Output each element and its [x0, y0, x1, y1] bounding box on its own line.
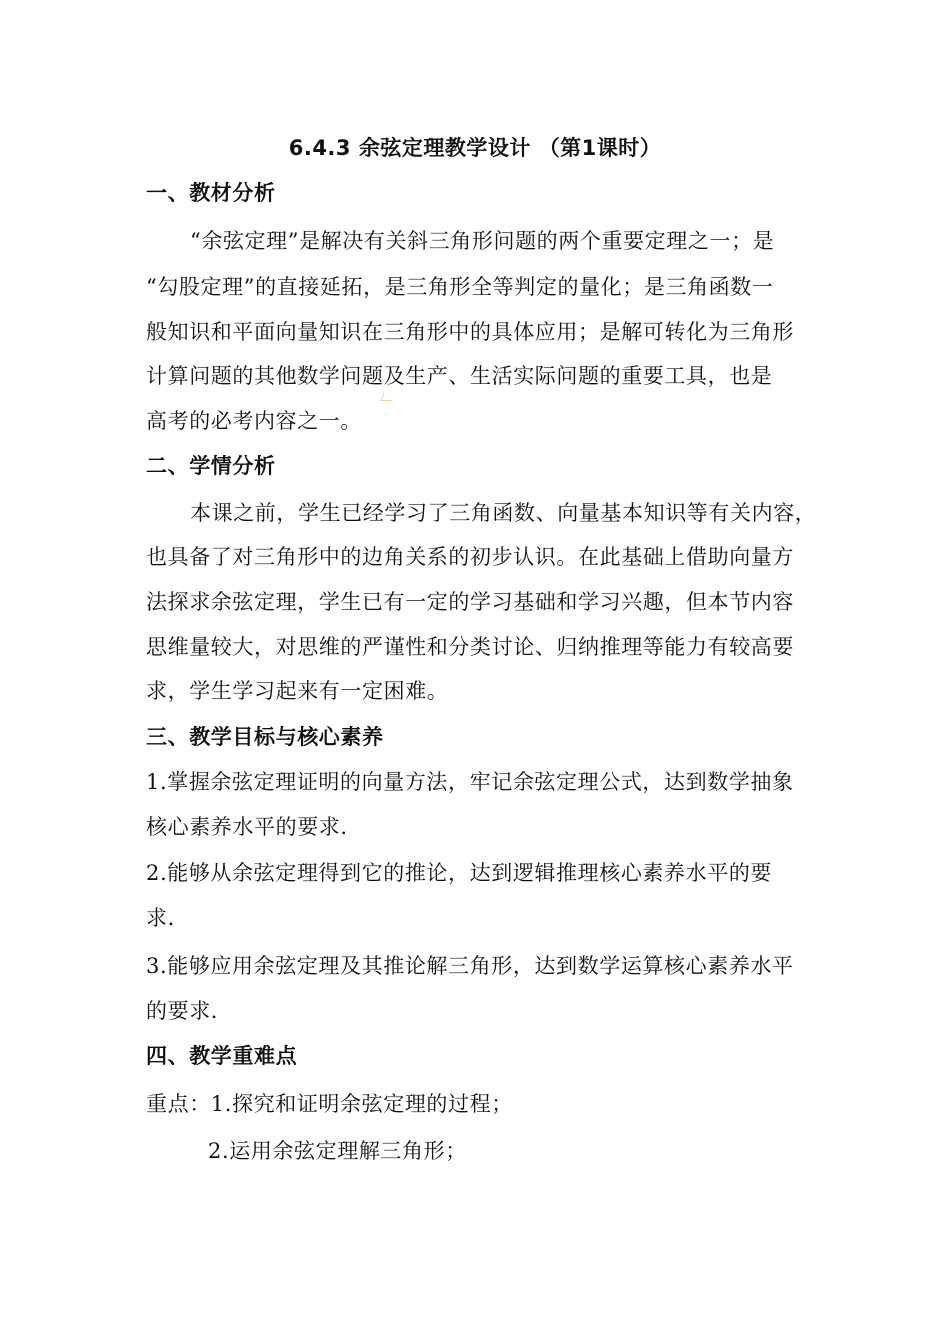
paragraph-line: 高考的必考内容之一。 — [146, 409, 362, 433]
paragraph-line: 法探求余弦定理，学生已有一定的学习基础和学习兴趣，但本节内容 — [146, 590, 794, 614]
paragraph-line: 思维量较大，对思维的严谨性和分类讨论、归纳推理等能力有较高要 — [146, 635, 794, 659]
goal-line: 核心素养水平的要求. — [146, 815, 348, 839]
goal-line: 3.能够应用余弦定理及其推论解三角形，达到数学运算核心素养水平 — [146, 954, 794, 978]
paragraph-line: 也具备了对三角形中的边角关系的初步认识。在此基础上借助向量方 — [146, 545, 794, 569]
goal-line: 求. — [146, 906, 175, 930]
section-heading-textbook-analysis: 一、教材分析 — [146, 181, 276, 205]
goal-line: 1.掌握余弦定理证明的向量方法，牢记余弦定理公式，达到数学抽象 — [146, 770, 794, 794]
paragraph-line: 本课之前，学生已经学习了三角函数、向量基本知识等有关内容， — [190, 501, 817, 525]
paragraph-line: 计算问题的其他数学问题及生产、生活实际问题的重要工具，也是 — [146, 364, 773, 388]
section-heading-student-analysis: 二、学情分析 — [146, 454, 276, 478]
annotation-mark — [380, 392, 394, 401]
section-heading-teaching-goals: 三、教学目标与核心素养 — [146, 725, 384, 749]
goal-line: 2.能够从余弦定理得到它的推论，达到逻辑推理核心素养水平的要 — [146, 861, 773, 885]
key-point-line: 重点：1.探究和证明余弦定理的过程； — [146, 1092, 513, 1116]
paragraph-line: 求，学生学习起来有一定困难。 — [146, 679, 449, 703]
paragraph-line: 般知识和平面向量知识在三角形中的具体应用；是解可转化为三角形 — [146, 320, 794, 344]
paragraph-line: “余弦定理”是解决有关斜三角形问题的两个重要定理之一；是 — [190, 229, 775, 253]
key-point-line: 2.运用余弦定理解三角形； — [208, 1139, 467, 1163]
paragraph-line: “勾股定理”的直接延拓，是三角形全等判定的量化；是三角函数一 — [146, 275, 774, 299]
document-title: 6.4.3 余弦定理教学设计 （第1课时） — [288, 136, 662, 160]
goal-line: 的要求. — [146, 999, 219, 1023]
section-heading-key-points: 四、教学重难点 — [146, 1044, 298, 1068]
